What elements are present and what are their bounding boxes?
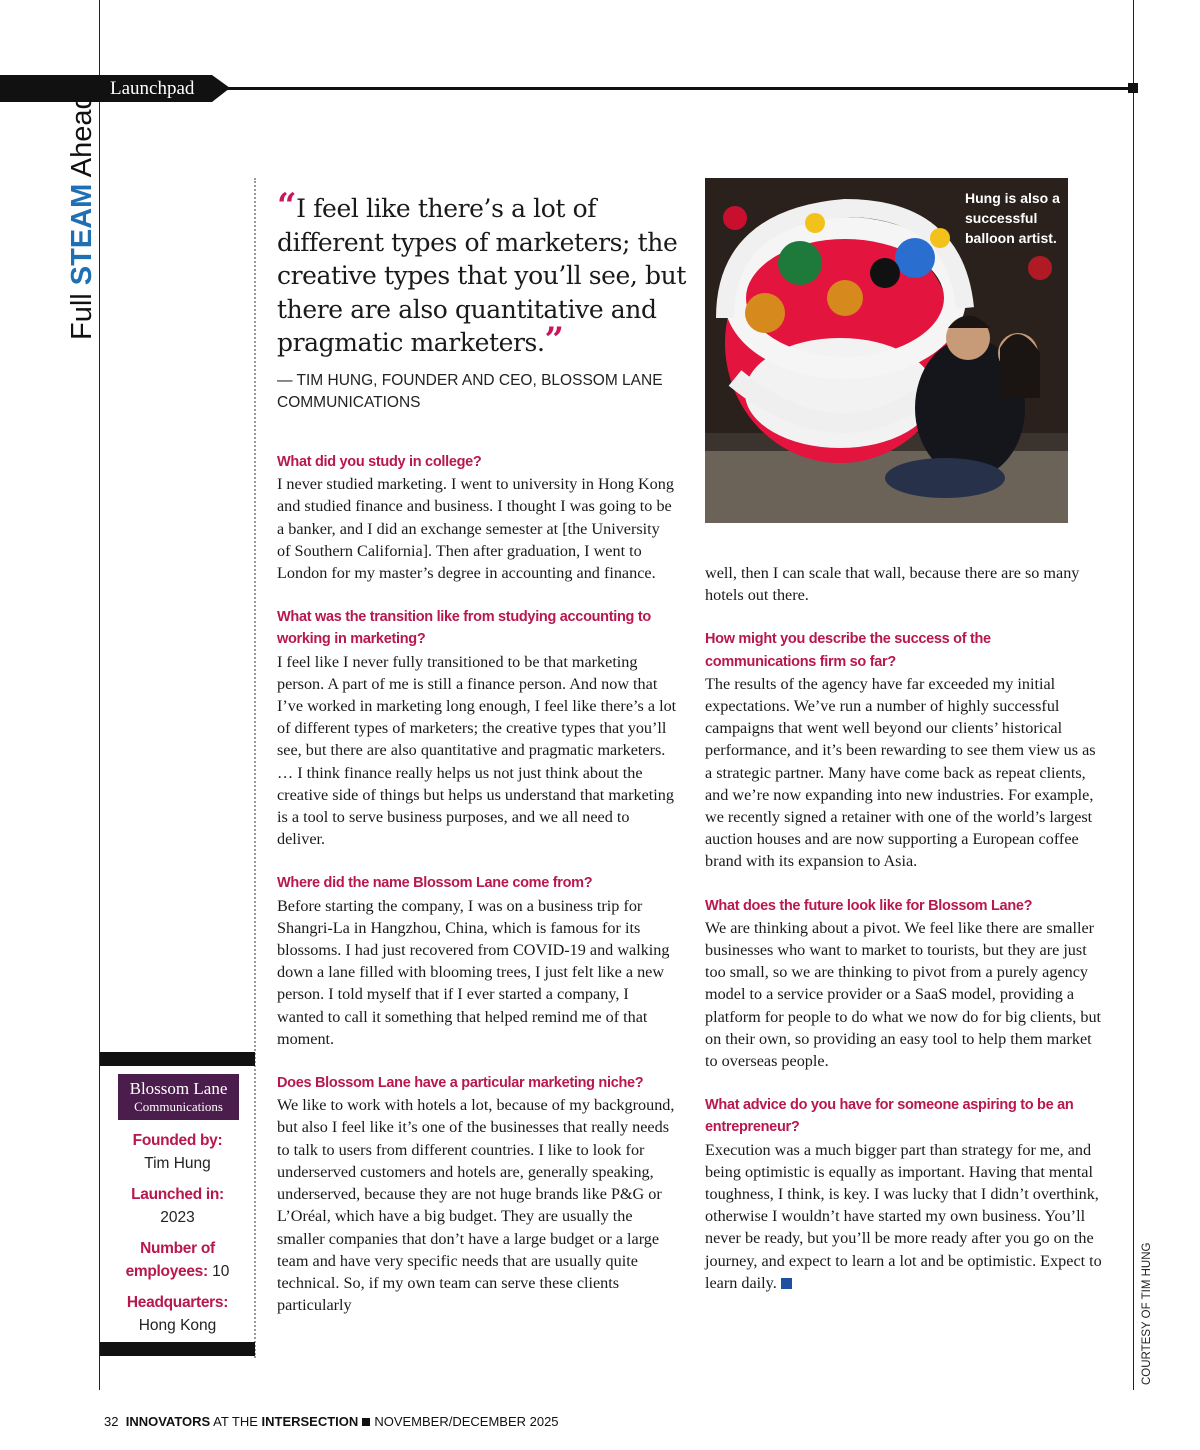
section-title-part2: Ahead	[66, 93, 98, 184]
founded-value: Tim Hung	[144, 1154, 211, 1172]
header-rule-end-square	[1128, 83, 1138, 93]
article-column-left	[277, 451, 677, 1316]
answer-paragraph: We are thinking about a pivot. We feel like there are smaller businesses who want to market to tourists, but they are just too small, so we are thinking to pivot from a purely agency model to a service provider or a SaaS model, providing a platform for people to do what we now do for big clients, but on their own, so providing an easy tool to help them market to overseas people.	[705, 918, 1102, 1071]
question-heading: What advice do you have for someone aspiring to be an entrepreneur?	[705, 1097, 1074, 1136]
publication-name-part2: AT THE	[210, 1414, 262, 1429]
launched-label: Launched in:	[131, 1186, 224, 1203]
answer-paragraph: I never studied marketing. I went to university in Hong Kong and studied finance and business. I thought I was going to be a banker, and I did an exchange semester at [the University of Southern California]. Then after graduation, I went to London for my master’s degree in accounting and finance.	[277, 475, 674, 583]
headquarters-value: Hong Kong	[138, 1316, 217, 1334]
question-heading: Where did the name Blossom Lane come from?	[277, 875, 593, 892]
logo-line-1: Blossom Lane	[129, 1079, 228, 1098]
footer-separator-icon	[362, 1418, 370, 1426]
question-heading: What was the transition like from studying accounting to working in marketing?	[277, 609, 651, 648]
pull-quote	[277, 186, 697, 360]
logo-line-2: Communications	[134, 1099, 223, 1114]
right-margin-rule	[1133, 0, 1134, 1390]
pull-quote-text: I feel like there’s a lot of different types of marketers; the creative types that you’ll see, but there are also quantitative and pragmatic marketers.	[277, 194, 686, 357]
page-number: 32	[104, 1414, 119, 1429]
issue-date: NOVEMBER/DECEMBER 2025	[374, 1414, 559, 1429]
photo-credit: COURTESY OF TIM HUNG	[1141, 1242, 1153, 1385]
question-heading: What does the future look like for Blossom Lane?	[705, 897, 1033, 914]
fact-box-bottom-bar	[100, 1342, 255, 1356]
question-heading: Does Blossom Lane have a particular marketing niche?	[277, 1075, 644, 1092]
end-mark-icon	[781, 1278, 792, 1289]
page-footer	[104, 1414, 559, 1430]
close-quote-mark: ”	[544, 320, 564, 360]
answer-paragraph: We like to work with hotels a lot, because of my background, but also I feel like it’s one of the businesses that really needs to talk to users from different countries. I like to look for underserved customers and hotels are, generally speaking, underserved, because they are not huge brands like P&G or L’Oréal, which have a big budget. They are usually the smaller companies that don’t have a large budget or a large team and have very specific needs that are usually quite technical. So, if my own team can serve these clients particularly	[277, 1096, 675, 1315]
open-quote-mark: “	[277, 186, 297, 226]
article-column-right	[705, 562, 1105, 1294]
header-rule	[222, 87, 1138, 90]
publication-name-part1: INNOVATORS	[125, 1414, 211, 1429]
employees-label: Number of employees:	[125, 1240, 215, 1280]
founded-label: Founded by:	[132, 1132, 223, 1149]
answer-paragraph-final: Execution was a much bigger part than strategy for me, and being optimistic is equally as important. Having that mental toughness, I think, is key. I was lucky that I didn’t overthink, otherwise I wouldn’t have started my own business. You’ll never be ready, but you’ll be more ready after you go on the journey, and expect to learn a lot and be optimistic. Expect to learn daily.	[705, 1140, 1102, 1292]
section-title-accent: STEAM	[66, 183, 98, 286]
launched-value: 2023	[160, 1208, 195, 1226]
answer-paragraph: The results of the agency have far exceeded my initial expectations. We’ve run a number of highly successful campaigns that went well beyond our clients’ historical performance, and it’s been rewarding to see them view us as a strategic partner. Many have come back as repeat clients, and we’re now expanding into new industries. For example, we recently signed a retainer with one of the world’s largest auction houses and are now supporting a European coffee brand with its expansion to Asia.	[705, 674, 1096, 871]
fact-box-top-bar	[100, 1052, 255, 1066]
answer-paragraph: I feel like I never fully transitioned to be that marketing person. A part of me is still a finance person. And now that I’ve worked in marketing long enough, I feel like there’s a lot of different types of marketers; the creative types that you’ll see, but there are also quantitative and pragmatic marketers. … I think finance really helps us not just think about the creative side of things but helps us understand that marketing is a tool to serve business purposes, and we all need to deliver.	[277, 652, 677, 849]
answer-paragraph: Before starting the company, I was on a business trip for Shangri-La in Hangzhou, China, which is famous for its blossoms. I had just recovered from COVID-19 and walking down a lane filled with blooming trees, I just felt like a new person. I told myself that if I ever started a company, I wanted to call it something that helped remind me of that moment.	[277, 896, 670, 1048]
question-heading: What did you study in college?	[277, 454, 482, 470]
section-label: Launchpad	[110, 78, 195, 99]
publication-name-part3: INTERSECTION	[261, 1414, 359, 1429]
blossom-lane-logo	[118, 1074, 239, 1120]
answer-paragraph-continued: well, then I can scale that wall, because there are so many hotels out there.	[705, 564, 1080, 605]
company-facts	[100, 1130, 255, 1346]
section-title-part1: Full	[66, 285, 98, 340]
section-title-vertical	[64, 80, 100, 340]
question-heading: How might you describe the success of the communications firm so far?	[705, 631, 991, 670]
headquarters-label: Headquarters:	[126, 1294, 229, 1311]
employees-value: 10	[212, 1262, 230, 1280]
pull-quote-attribution: — TIM HUNG, FOUNDER AND CEO, BLOSSOM LANE COMMUNICATIONS	[277, 372, 663, 411]
photo-caption: Hung is also a successful balloon artist.	[965, 190, 1060, 246]
